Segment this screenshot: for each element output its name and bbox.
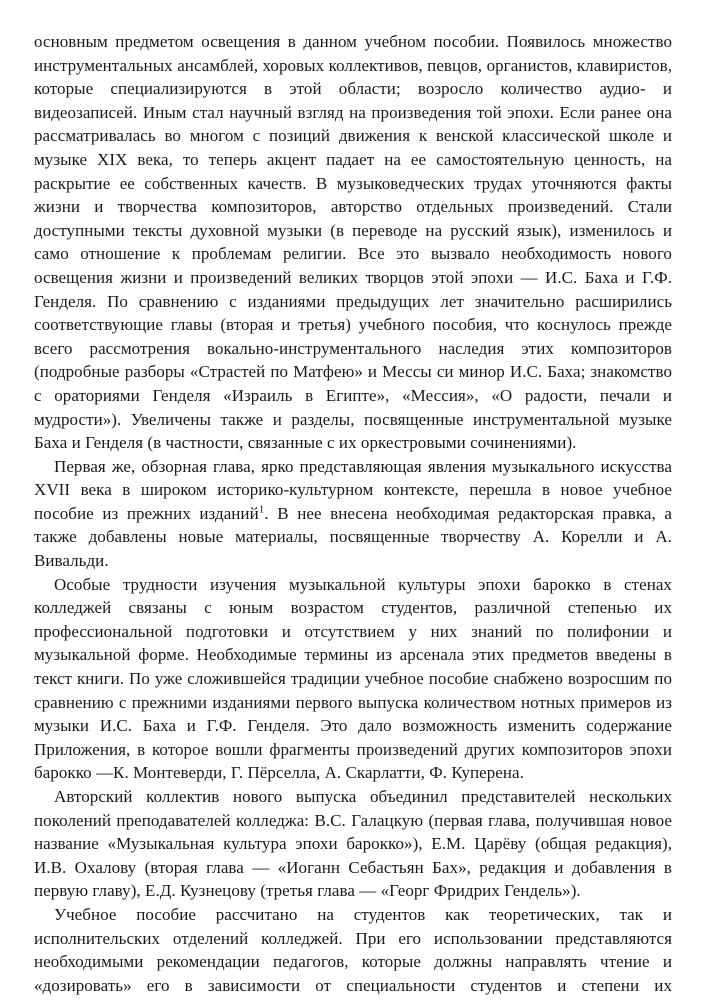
paragraph-5: Учебное пособие рассчитано на студентов как теоретических, так и исполнительских отделений колледжей. При его использовании представляются необходимыми рекомендации педагогов, которые должны направлять чтение и «дозировать» его в зависимости от специальности студентов и степени их (34, 904, 672, 995)
paragraph-3: Особые трудности изучения музыкальной культуры эпохи барокко в стенах колледжей связаны с юным возрастом студентов, различной степенью их профессиональной подготовки и отсутствием у них знаний по полифонии и музыкальной форме. Необходимые термины из арсенала этих предметов введены в текст книги. По уже сложившейся традиции учебное пособие снабжено возросшим по сравнению с прежними изданиями первого выпуска количеством нотных примеров из музыки И.С. Баха и Г.Ф. Генделя. Это дало возможность изменить содержание Приложения, в которое вошли фрагменты произведений других композиторов эпохи барокко —К. Монтеверди, Г. Пёрселла, А. Скарлатти, Ф. Куперена. (34, 574, 672, 783)
paragraph-2 (34, 455, 672, 573)
paragraph-2-text-end: . В нее внесена необходимая редакторская правка, а также добавлены новые материалы, посвященные творчеству А. Корелли и А. Вивальди. (34, 503, 672, 571)
paragraph-2-text-start: Первая же, обзорная глава, ярко представляющая явления музыкального искусства XVII века в широком историко-культурном контексте, перешла в новое учебное пособие из прежних изданий (34, 456, 672, 523)
footnote-reference[interactable]: 1 (258, 503, 265, 516)
paragraph-1: основным предметом освещения в данном учебном пособии. Появилось множество инструментальных ансамблей, хоровых коллективов, певцов, органистов, клавиристов, которые специализируются в этой области; возросло количество аудио- и видеозаписей. Иным стал научный взгляд на произведения той эпохи. Если ранее она рассматривалась во многом с позиций движения к венской классической школе и музыке XIX века, то теперь акцент падает на ее самостоятельную ценность, на раскрытие ее собственных качеств. В музыковедческих трудах уточняются факты жизни и творчества композиторов, авторство отдельных произведений. Стали доступными тексты духовной музыки (в переводе на русский язык), изменилось и само отношение к проблемам религии. Все это вызвало необходимость нового освещения жизни и произведений великих творцов этой эпохи — И.С. Баха и Г.Ф. Генделя. По сравнению с изданиями предыдущих лет значительно расширились соответствующие главы (вторая и третья) учебного пособия, что коснулось прежде всего рассмотрения вокально-инструментального наследия этих композиторов (подробные разборы «Страстей по Матфею» и Мессы си минор И.С. Баха; знакомство с ораториями Генделя «Израиль в Египте», «Мессия», «О радости, печали и мудрости»). Увеличены также и разделы, посвященные инструментальной музыке Баха и Генделя (в частности, связанные с их оркестровыми сочинениями). (34, 32, 672, 453)
paragraph-4: Авторский коллектив нового выпуска объединил представителей нескольких поколений преподавателей колледжа: В.С. Галацкую (первая глава, получившая новое название «Музыкальная культура эпохи барокко»), Е.М. Царёву (общая редакция), И.В. Охалову (вторая глава — «Иоганн Себастьян Бах», редакция и добавления в первую главу), Е.Д. Кузнецову (третья глава — «Георг Фридрих Гендель»). (34, 787, 672, 901)
page-body (34, 30, 672, 997)
